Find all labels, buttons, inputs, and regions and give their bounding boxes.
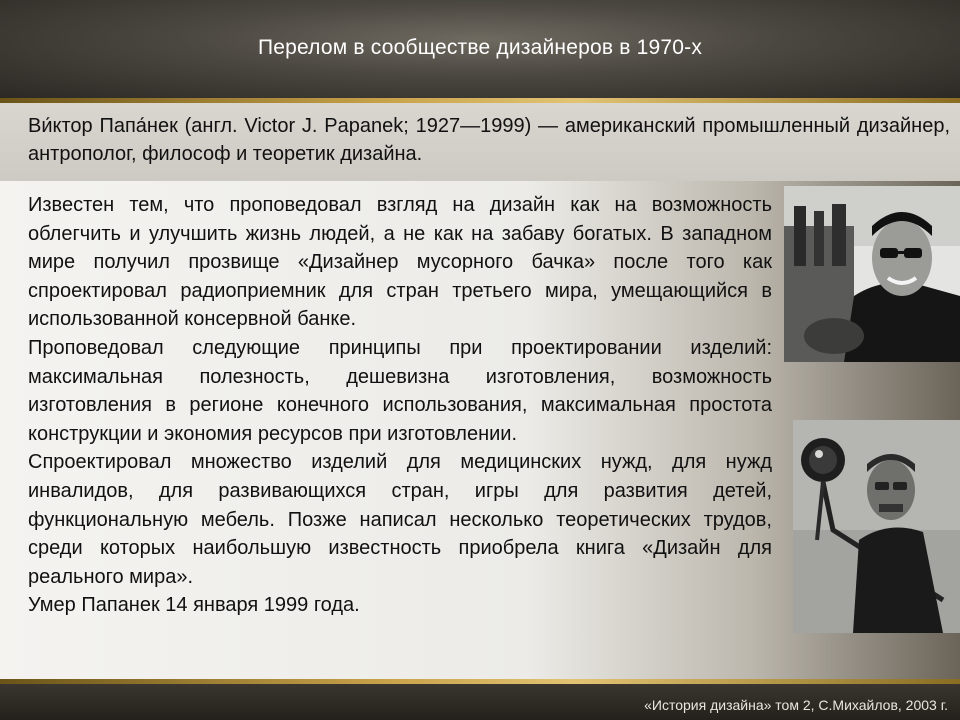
title-bar — [0, 0, 960, 98]
paragraph: Известен тем, что проповедовал взгляд на дизайн как на возможность облегчить и улучшить жизнь людей, а не как на забаву богатых. В западном мире получил прозвище «Дизайнер мусорного бачка» после того как спроектировал радиоприемник для стран третьего мира, умещающийся в использованной консервной банке. — [28, 194, 772, 331]
paragraph: Проповедовал следующие принципы при проектировании изделий: максимальная полезность, дешевизна изготовления, возможность изготовления в регионе конечного использования, максимальная простота конструкции и экономия ресурсов при изготовлении. — [28, 336, 772, 445]
photo-papanek-portrait — [784, 186, 960, 362]
body-text — [28, 191, 772, 620]
slide-title: Перелом в сообществе дизайнеров в 1970-х — [257, 36, 703, 59]
paragraph: Умер Папанек 14 января 1999 года. — [28, 594, 360, 617]
photo-papanek-lamp — [793, 420, 960, 633]
intro-text: Ви́ктор Папа́нек (англ. Victor J. Papanek; 1927—1999) — американский промышленный дизайнер, антрополог, философ и теоретик дизайна. — [28, 115, 950, 165]
paragraph: Спроектировал множество изделий для медицинских нужд, для нужд инвалидов, для развивающихся стран, игры для развития детей, функциональную мебель. Позже написал несколько теоретических трудов, среди которых наибольшую известность приобрела книга «Дизайн для реального мира». — [28, 451, 772, 588]
footer-citation: «История дизайна» том 2, С.Михайлов, 2003 г. — [644, 697, 948, 713]
